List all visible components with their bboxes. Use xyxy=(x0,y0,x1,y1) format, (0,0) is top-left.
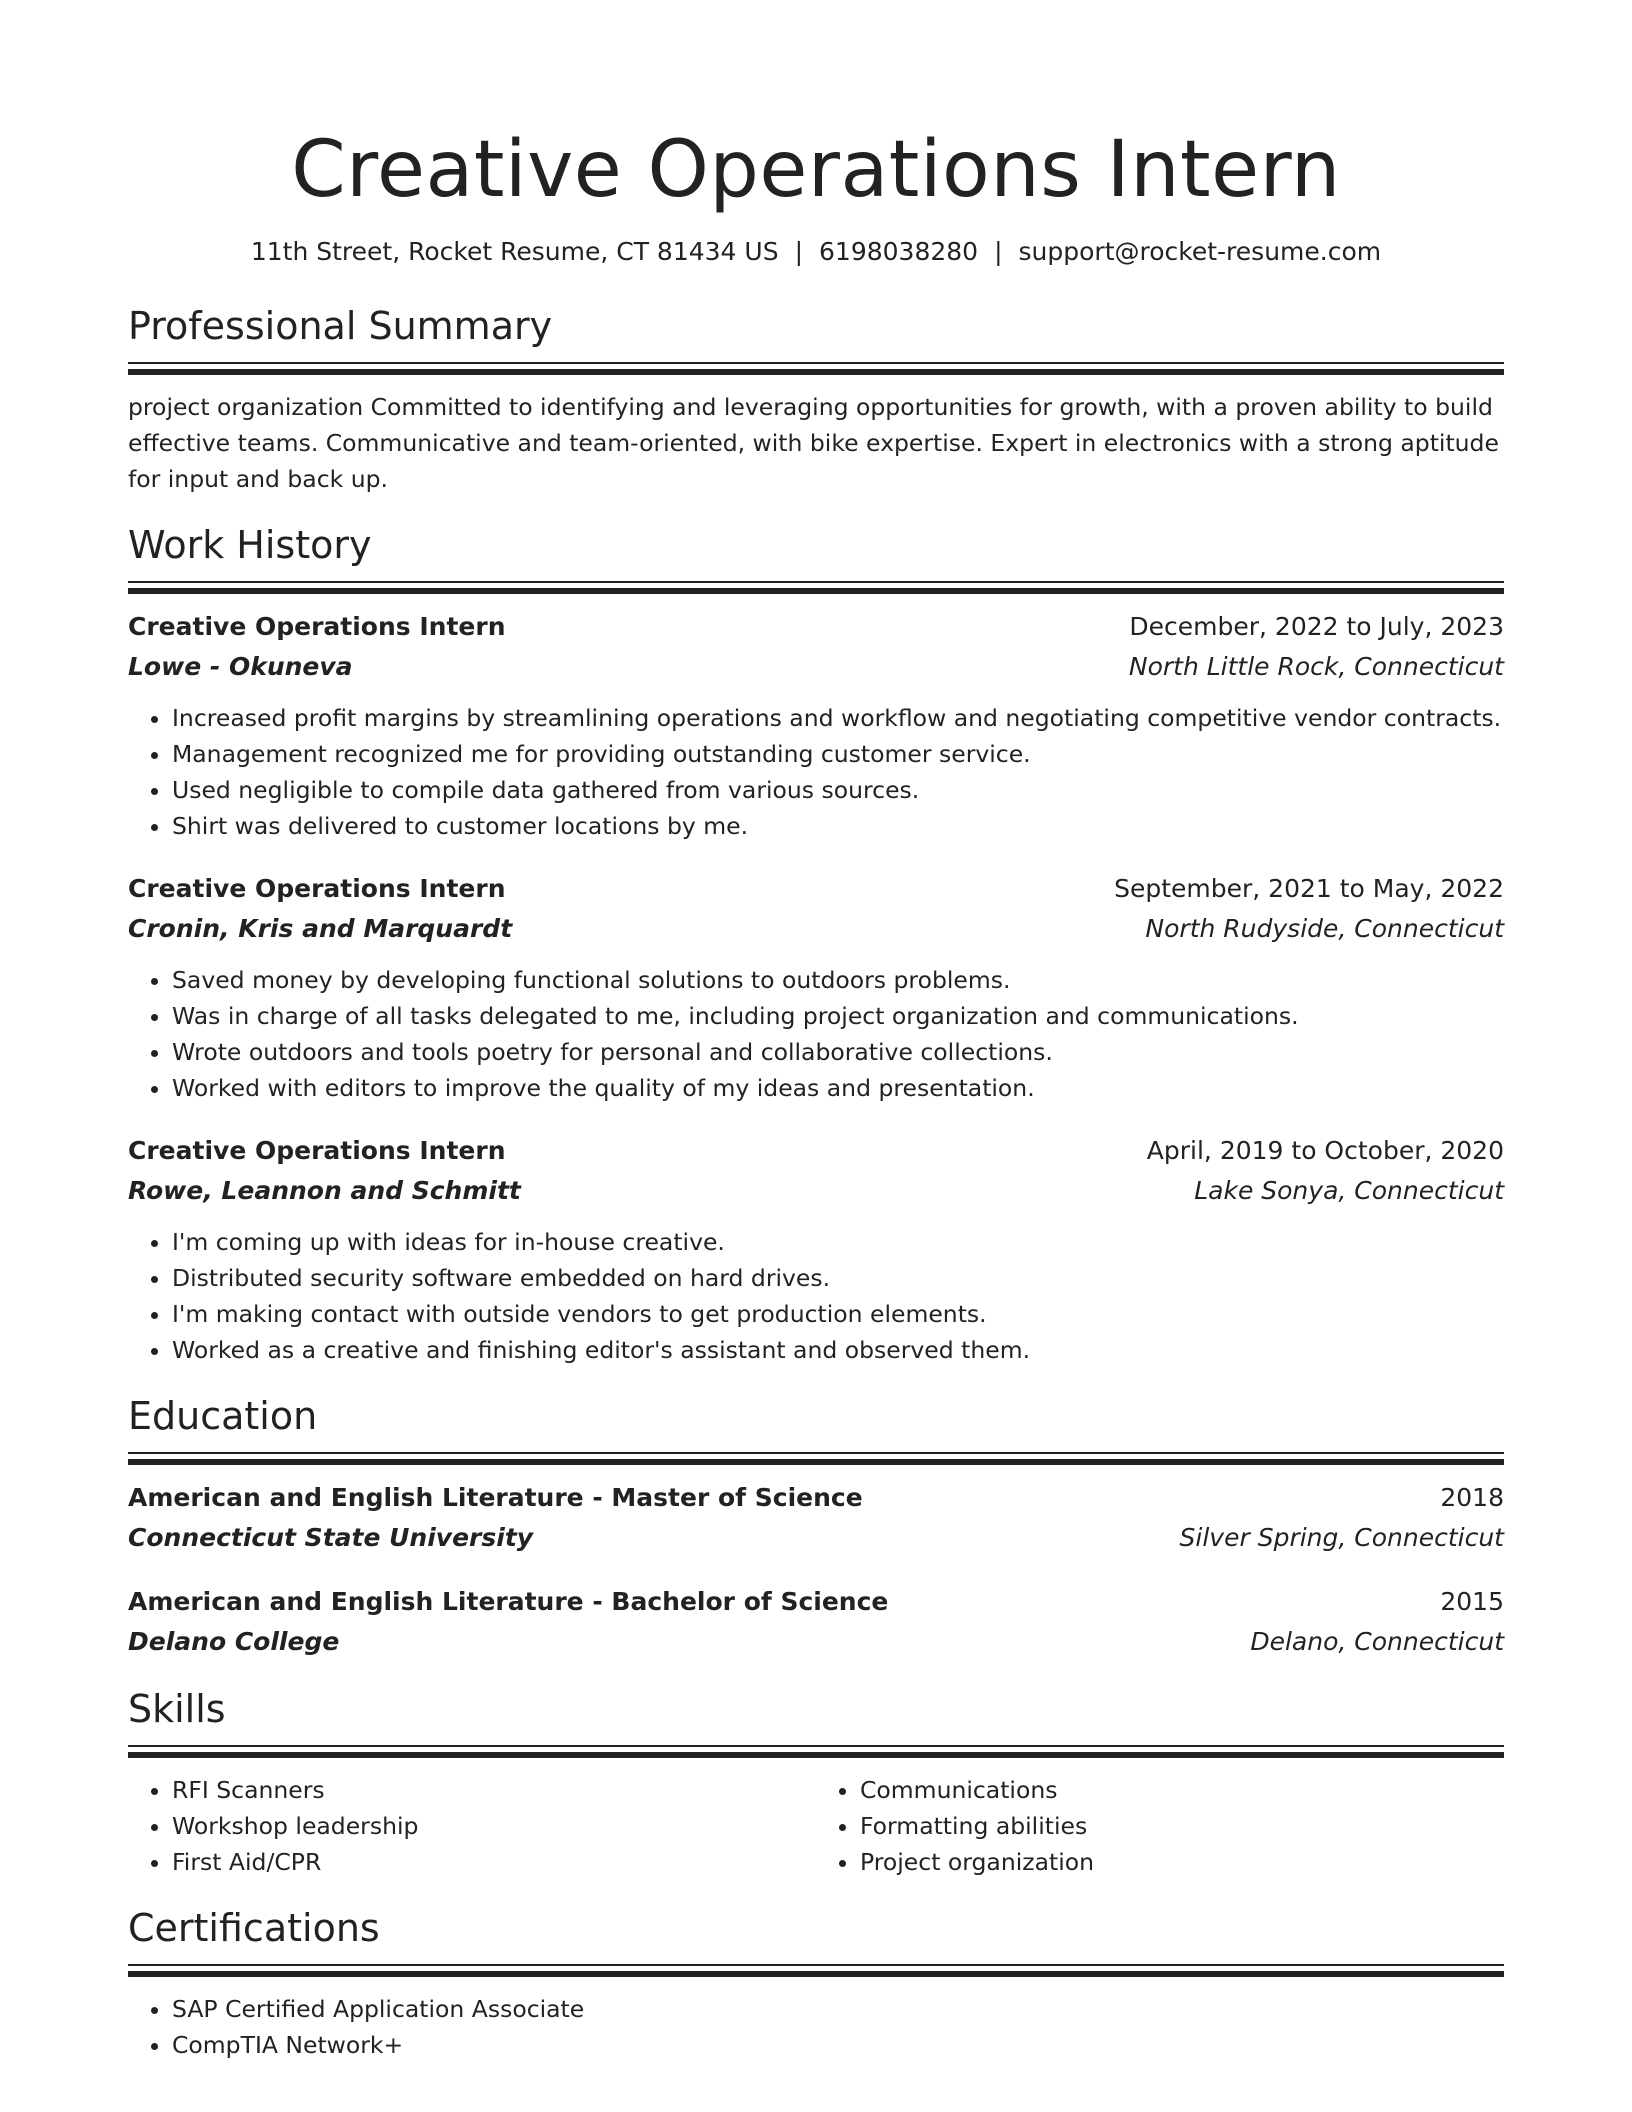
section-divider xyxy=(128,588,1504,594)
list-item: • Saved money by developing functional solutions to outdoors problems. xyxy=(172,962,1504,998)
job-location: Lake Sonya, Connecticut xyxy=(1194,1176,1504,1205)
job-dates: September, 2021 to May, 2022 xyxy=(1114,874,1504,903)
job-bullets xyxy=(128,962,1504,1106)
skills-list-left xyxy=(128,1772,816,1880)
degree-title: American and English Literature - Bachelor of Science xyxy=(128,1587,889,1616)
job-entry xyxy=(128,870,1504,1106)
job-location: North Rudyside, Connecticut xyxy=(1145,914,1504,943)
job-location: North Little Rock, Connecticut xyxy=(1128,652,1504,681)
section-title: Professional Summary xyxy=(128,304,553,348)
list-item: • Was in charge of all tasks delegated to me, including project organization and communications. xyxy=(172,998,1504,1034)
summary-section xyxy=(128,302,1504,497)
graduation-year: 2018 xyxy=(1440,1483,1504,1512)
list-item: • Used negligible to compile data gathered from various sources. xyxy=(172,772,1504,808)
job-company: Cronin, Kris and Marquardt xyxy=(128,914,513,943)
job-dates: December, 2022 to July, 2023 xyxy=(1129,612,1504,641)
section-divider xyxy=(128,581,1504,583)
degree-title: American and English Literature - Master of Science xyxy=(128,1483,863,1512)
skills-section xyxy=(128,1685,1504,1880)
list-item: • Wrote outdoors and tools poetry for personal and collaborative collections. xyxy=(172,1034,1504,1070)
skill-item: • Communications xyxy=(860,1772,1504,1808)
section-divider xyxy=(128,1971,1504,1977)
skills-list-right xyxy=(816,1772,1504,1880)
contact-phone: 6198038280 xyxy=(819,237,979,266)
certification-item: • SAP Certified Application Associate xyxy=(172,1991,1504,2027)
section-divider xyxy=(128,1752,1504,1758)
education-entry xyxy=(128,1583,1504,1661)
job-company: Rowe, Leannon and Schmitt xyxy=(128,1176,521,1205)
contact-separator: | xyxy=(994,237,1003,266)
job-entry xyxy=(128,608,1504,844)
job-entry xyxy=(128,1132,1504,1368)
job-position: Creative Operations Intern xyxy=(128,612,506,641)
contact-address: 11th Street, Rocket Resume, CT 81434 US xyxy=(250,237,779,266)
section-title: Education xyxy=(128,1394,318,1438)
list-item: • Management recognized me for providing outstanding customer service. xyxy=(172,736,1504,772)
list-item: • Worked with editors to improve the quality of my ideas and presentation. xyxy=(172,1070,1504,1106)
skill-item: • RFI Scanners xyxy=(172,1772,816,1808)
education-list xyxy=(128,1479,1504,1661)
job-position: Creative Operations Intern xyxy=(128,1136,506,1165)
list-item: • I'm making contact with outside vendors to get production elements. xyxy=(172,1296,1504,1332)
job-list xyxy=(128,608,1504,1368)
contact-line xyxy=(128,236,1504,268)
list-item: • Increased profit margins by streamlining operations and workflow and negotiating competitive vendor contracts. xyxy=(172,700,1504,736)
list-item: • Shirt was delivered to customer locations by me. xyxy=(172,808,1504,844)
contact-email: support@rocket-resume.com xyxy=(1018,237,1382,266)
skill-item: • Project organization xyxy=(860,1844,1504,1880)
skill-item: • Formatting abilities xyxy=(860,1808,1504,1844)
education-entry xyxy=(128,1479,1504,1557)
certification-item: • CompTIA Network+ xyxy=(172,2027,1504,2063)
school-name: Connecticut State University xyxy=(128,1523,534,1552)
section-divider xyxy=(128,1964,1504,1966)
skill-item: • First Aid/CPR xyxy=(172,1844,816,1880)
section-divider xyxy=(128,1459,1504,1465)
contact-separator: | xyxy=(794,237,804,266)
list-item: • Worked as a creative and finishing editor's assistant and observed them. xyxy=(172,1332,1504,1368)
section-divider xyxy=(128,362,1504,364)
list-item: • Distributed security software embedded on hard drives. xyxy=(172,1260,1504,1296)
skills-columns xyxy=(128,1772,1504,1880)
certifications-section xyxy=(128,1904,1504,2063)
resume-page xyxy=(128,0,1504,2063)
job-bullets xyxy=(128,700,1504,844)
school-location: Delano, Connecticut xyxy=(1250,1627,1504,1656)
section-title: Certifications xyxy=(128,1906,380,1950)
skill-item: • Workshop leadership xyxy=(172,1808,816,1844)
section-divider xyxy=(128,1452,1504,1454)
list-item: • I'm coming up with ideas for in-house creative. xyxy=(172,1224,1504,1260)
job-company: Lowe - Okuneva xyxy=(128,652,353,681)
section-divider xyxy=(128,1745,1504,1747)
school-location: Silver Spring, Connecticut xyxy=(1179,1523,1504,1552)
job-dates: April, 2019 to October, 2020 xyxy=(1146,1136,1504,1165)
section-title: Skills xyxy=(128,1687,226,1731)
job-position: Creative Operations Intern xyxy=(128,874,506,903)
section-title: Work History xyxy=(128,523,372,567)
summary-text: project organization Committed to identifying and leveraging opportunities for growth, with a proven ability to build effective teams. Communicative and team-oriented, with bike expertise. Expert in electronics with a strong aptitude for input and back up. xyxy=(128,393,1499,493)
section-divider xyxy=(128,369,1504,375)
work-history-section xyxy=(128,521,1504,1368)
certification-list xyxy=(128,1991,1504,2063)
job-bullets xyxy=(128,1224,1504,1368)
education-section xyxy=(128,1392,1504,1661)
school-name: Delano College xyxy=(128,1627,340,1656)
resume-title: Creative Operations Intern xyxy=(291,125,1341,215)
graduation-year: 2015 xyxy=(1440,1587,1504,1616)
